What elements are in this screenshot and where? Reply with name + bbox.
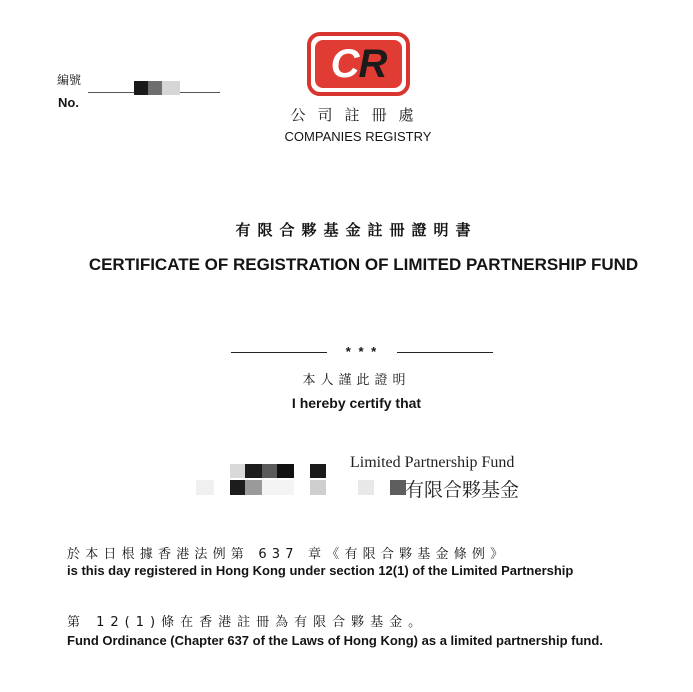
companies-registry-logo (307, 32, 410, 96)
certify-statement-zh: 本人謹此證明 (302, 373, 411, 388)
registration-number-label-zh: 編號 (57, 73, 82, 87)
registration-statement-zh-line2: 第 12(1)條在香港註冊為有限合夥基金。 (67, 615, 428, 630)
registration-number-label-en: No. (58, 95, 79, 110)
fund-name-zh: 有限合夥基金 (405, 479, 520, 501)
separator-line-right (397, 352, 493, 353)
registry-name-zh: 公司註冊處 (290, 106, 426, 124)
registration-statement-zh-line1: 於本日根據香港法例第 637 章《有限合夥基金條例》 (67, 547, 509, 562)
registry-name-en: COMPANIES REGISTRY (284, 129, 432, 144)
registration-statement-en-line1: is this day registered in Hong Kong under section 12(1) of the Limited Partnership (67, 563, 574, 578)
certificate-title-zh: 有限合夥基金註冊證明書 (235, 221, 478, 239)
logo-lettering: CR (330, 42, 387, 86)
registration-number-redaction (134, 81, 180, 95)
registration-statement-en-line2: Fund Ordinance (Chapter 637 of the Laws of Hong Kong) as a limited partnership fund. (67, 633, 603, 648)
separator-line-left (231, 352, 327, 353)
separator-stars: * * * (345, 344, 379, 359)
certificate-title-en: CERTIFICATE OF REGISTRATION OF LIMITED PARTNERSHIP FUND (88, 255, 639, 274)
certify-statement-en: I hereby certify that (291, 395, 422, 411)
fund-name-en: Limited Partnership Fund (350, 454, 515, 471)
